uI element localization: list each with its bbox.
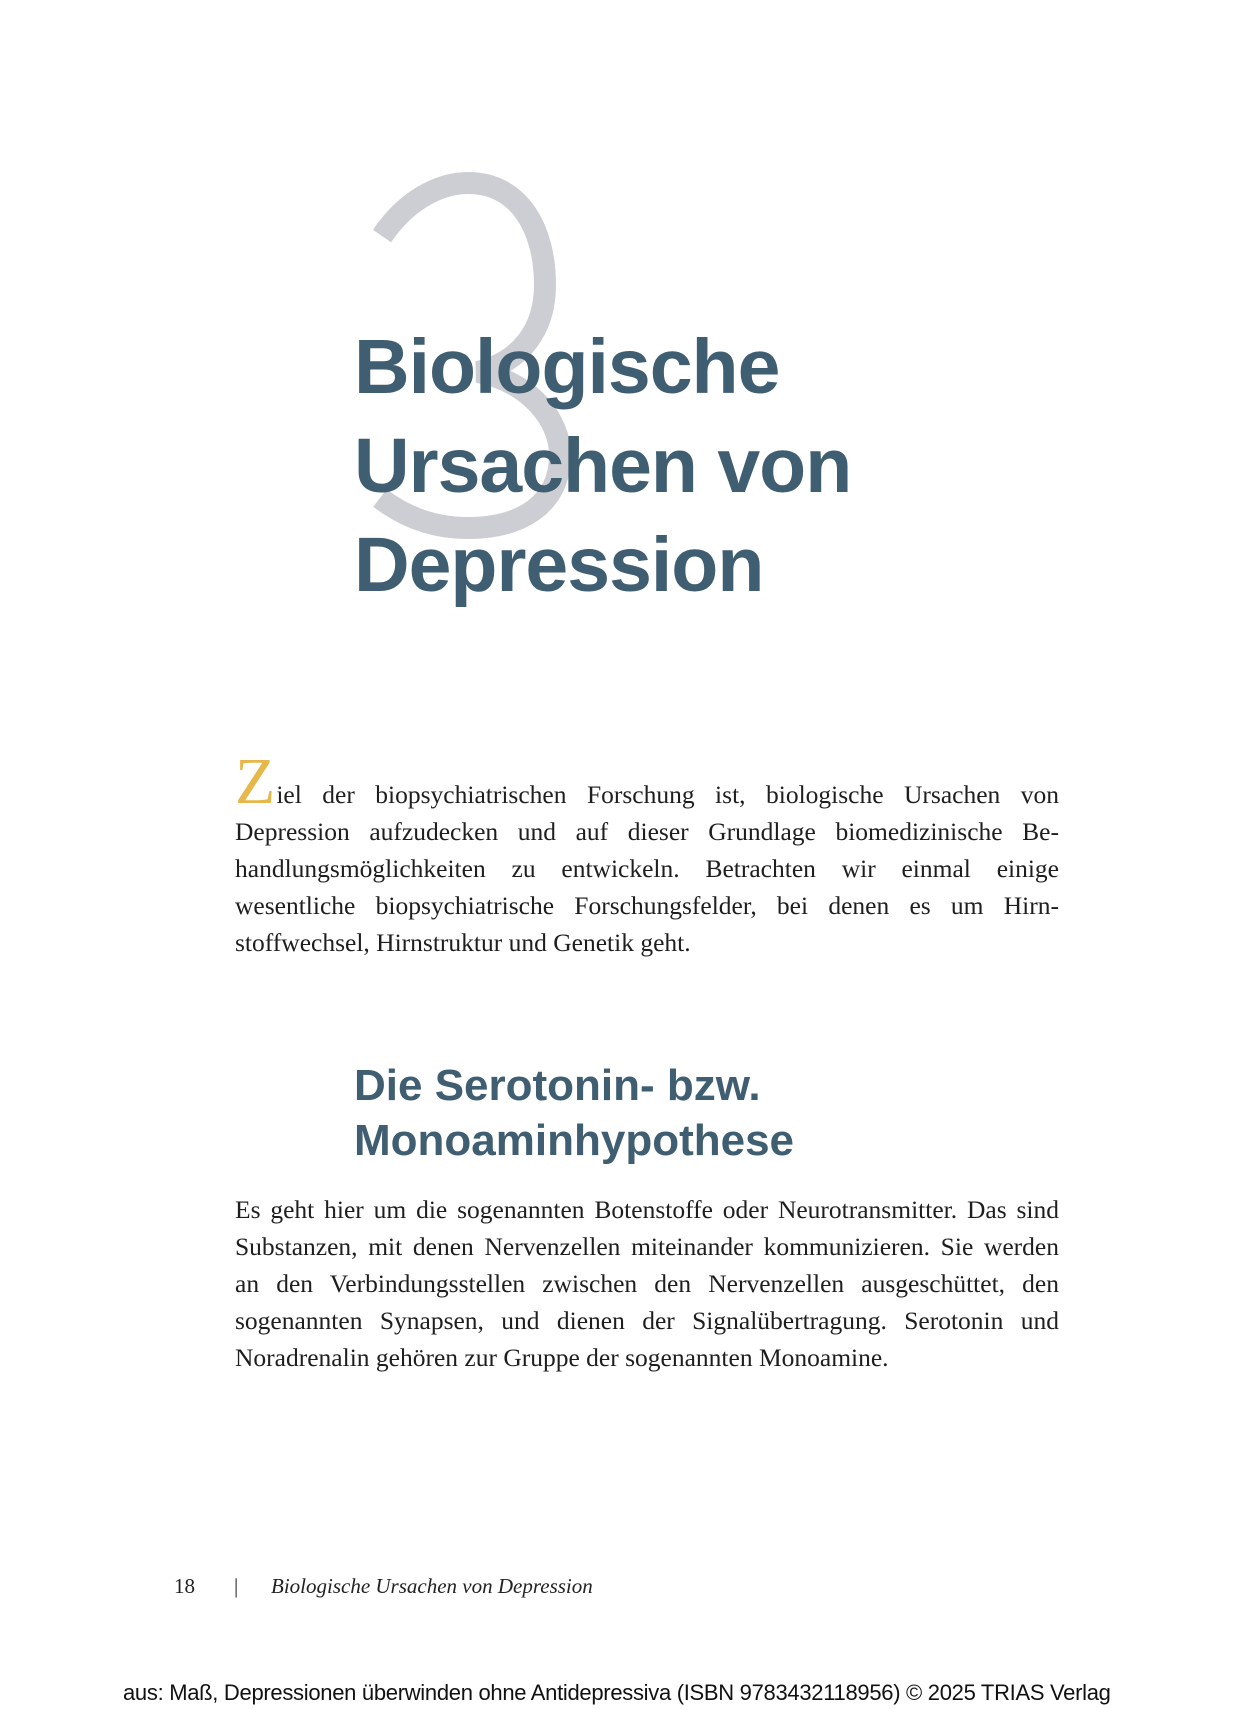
section-heading xyxy=(354,1058,794,1168)
footer-separator: | xyxy=(234,1574,239,1598)
source-credit: aus: Maß, Depressionen überwinden ohne Antidepressiva (ISBN 9783432118956) © 2025 TRIAS Verlag xyxy=(123,1680,1111,1705)
intro-paragraph xyxy=(235,745,1059,961)
chapter-title xyxy=(354,318,851,615)
section-heading-line: Die Serotonin- bzw. xyxy=(354,1061,761,1110)
page-number: 18 xyxy=(174,1574,195,1598)
section-paragraph: Es geht hier um die sogenannten Botenstoffe oder Neurotransmitter. Das sind Substanzen, mit denen Nervenzellen miteinander kommunizieren. Sie werden an den Verbindungsstellen zwischen den Nervenzellen ausgeschüttet, den sogenannten Synapsen, und dienen der Signalübertragung. Serotonin und Noradrenalin gehören zur Gruppe der sogenannten Monoamine. xyxy=(235,1195,1059,1372)
section-heading-line: Monoaminhypothese xyxy=(354,1116,795,1165)
chapter-title-line: Ursachen von xyxy=(354,423,852,509)
chapter-title-line: Depression xyxy=(354,522,764,608)
running-title: Biologische Ursachen von Depression xyxy=(271,1574,593,1598)
drop-cap: Z xyxy=(235,745,276,818)
chapter-title-line: Biologische xyxy=(354,324,780,410)
intro-text: iel der biopsychiatrischen Forschung ist, biologische Ursachen von Depression aufzudecken und auf dieser Grundlage biomedizinische Behandlungsmöglichkeiten zu entwickeln. Betrachten wir einmal einige wesentliche biopsychiatrische Forschungsfelder, bei denen es um Hirnstoffwechsel, Hirnstruktur und Genetik geht. xyxy=(235,780,1059,957)
